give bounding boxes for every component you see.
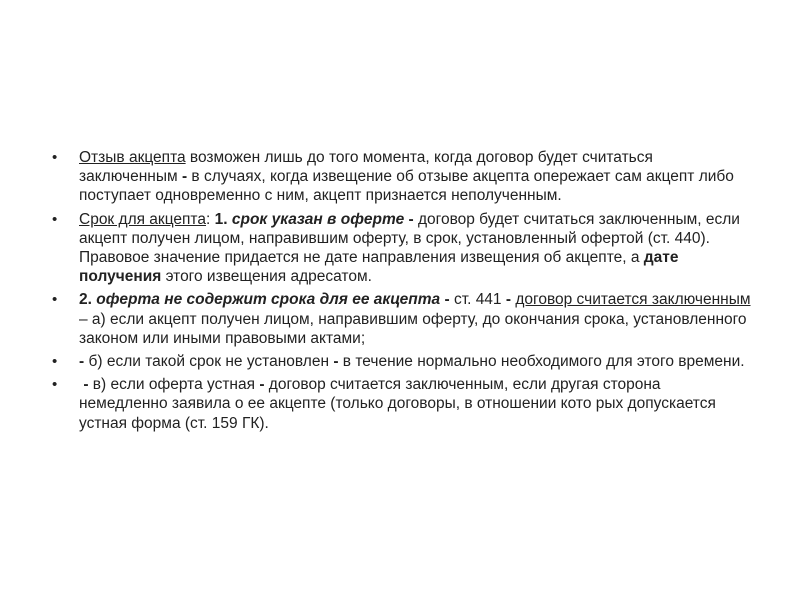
bullet-item-case-b	[52, 352, 752, 371]
text-segment: договор будет считаться заключенным, если акцепт получен лицом, направившим оферту, в срок, установленный офертой (ст. 440). Правовое значение придается не дате направления извещения об акцепте, а	[79, 210, 740, 267]
emphasis-term-in-offer: срок указан в оферте	[227, 210, 405, 228]
bullet-dot-icon: •	[52, 149, 58, 166]
dash-separator: -	[333, 353, 339, 371]
text-segment: договор считается заключенным, если другая сторона немедленно заявила о ее акцепте (только договоры, в отношении кото рых допускается устная форма (ст. 159 ГК).	[79, 376, 716, 432]
text-segment: возможен лишь до того момента, когда договор будет считаться заключенным	[79, 149, 653, 186]
emphasis-receipt-date: дате получения	[79, 249, 679, 286]
term-acceptance-withdrawal: Отзыв акцепта	[79, 149, 186, 166]
bullet-dot-icon: •	[52, 376, 58, 394]
bullet-item-case-c	[52, 375, 752, 433]
emphasis-no-term: оферта не содержит срока для ее акцепта	[91, 291, 441, 309]
dash-separator: -	[83, 376, 89, 394]
text-segment: в течение нормально необходимого для этого времени.	[338, 353, 745, 371]
term-acceptance-term: Срок для акцепта	[79, 210, 206, 228]
text-segment: б) если такой срок не установлен	[84, 353, 334, 371]
bullet-dot-icon: •	[52, 353, 58, 371]
dash-separator: -	[404, 210, 414, 228]
dash-separator: -	[440, 291, 450, 309]
bullet-item-no-term-offer	[52, 290, 752, 348]
dash-separator: -	[181, 168, 188, 186]
bullet-dot-icon: •	[52, 210, 58, 228]
bullet-list	[52, 148, 752, 437]
text-segment: в случаях, когда извещение об отзыве акцепта опережает сам акцепт либо поступает одновременно с ним, акцепт признается неполученным.	[79, 168, 734, 205]
bullet-text	[79, 210, 752, 287]
bullet-text	[79, 290, 752, 348]
text-segment: ст. 441	[449, 291, 506, 309]
bullet-dot-icon: •	[52, 291, 58, 309]
bullet-item-acceptance-withdrawal	[52, 148, 752, 206]
term-contract-concluded: договор считается заключенным	[515, 291, 751, 309]
text-segment: этого извещения адресатом.	[161, 268, 372, 286]
bullet-item-acceptance-term	[52, 210, 752, 287]
text-segment: :	[205, 210, 215, 228]
item-number: 1.	[214, 210, 228, 228]
bullet-text	[79, 352, 752, 371]
item-number: 2.	[79, 291, 92, 309]
dash-separator: -	[79, 353, 85, 371]
bullet-text	[79, 148, 752, 206]
bullet-text	[79, 375, 752, 433]
dash-separator: -	[505, 291, 512, 309]
dash-separator: -	[259, 376, 265, 394]
text-segment: в) если оферта устная	[88, 376, 260, 394]
text-segment: – а) если акцепт получен лицом, направившим оферту, до окончания срока, установленного законом или иными правовыми актами;	[79, 310, 747, 347]
